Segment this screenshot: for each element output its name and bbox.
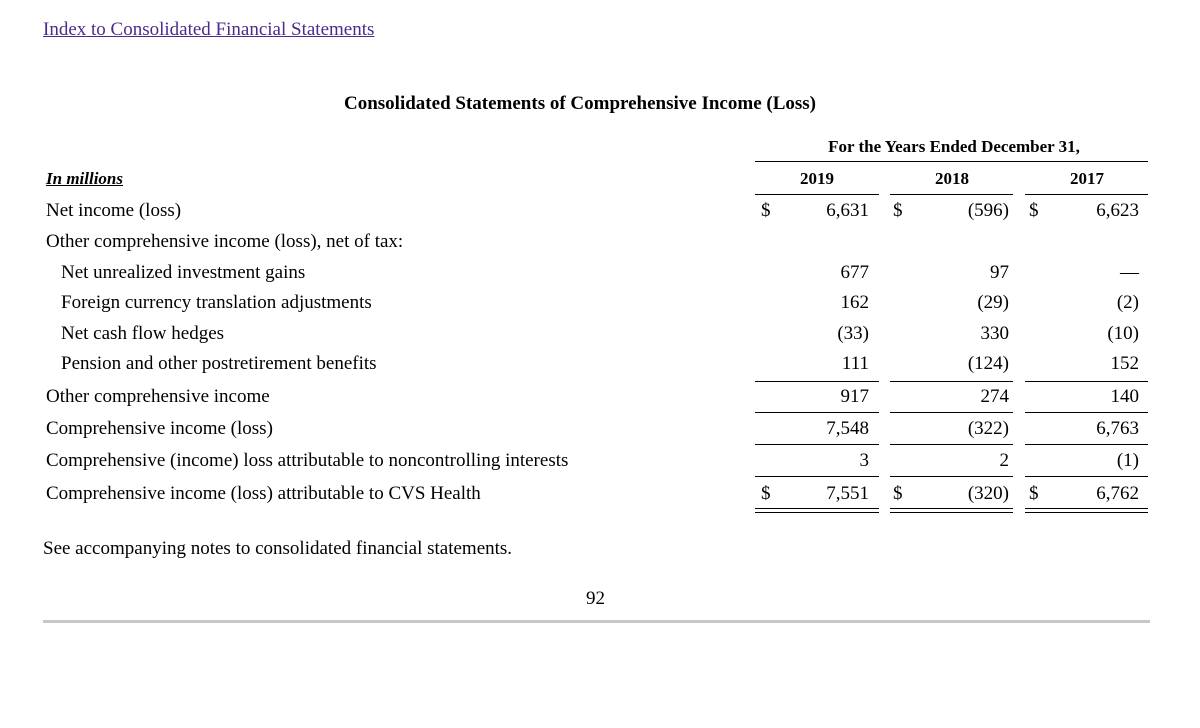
currency-symbol: $ (893, 483, 903, 504)
cell-value: 3 (859, 450, 869, 471)
table-row (0, 418, 1200, 444)
cell-value: 152 (1110, 353, 1139, 374)
column-header-2018: 2018 (935, 169, 969, 188)
row-label: Other comprehensive income (loss), net of tax: (46, 231, 404, 252)
units-label: In millions (46, 169, 124, 188)
cell-value: 6,623 (1096, 200, 1139, 221)
total-double-rule (1025, 508, 1148, 513)
currency-symbol: $ (1029, 200, 1039, 221)
table-row (0, 386, 1200, 412)
currency-symbol: $ (761, 483, 771, 504)
cell-value: (29) (977, 292, 1009, 313)
cell-value: — (1120, 262, 1139, 283)
subtotal-rule (1025, 476, 1148, 477)
page-title: Consolidated Statements of Comprehensive Income (Loss) (344, 93, 816, 114)
row-label: Pension and other postretirement benefits (61, 353, 377, 374)
subtotal-rule (755, 444, 879, 445)
row-label: Other comprehensive income (46, 386, 270, 407)
currency-symbol: $ (893, 200, 903, 221)
cell-value: 140 (1110, 386, 1139, 407)
cell-value: (322) (967, 418, 1009, 439)
table-row (0, 292, 1200, 318)
cell-value: 2 (999, 450, 1009, 471)
table-row (0, 262, 1200, 288)
column-header-2017: 2017 (1070, 169, 1104, 188)
cell-value: 274 (980, 386, 1009, 407)
cell-value: 917 (840, 386, 869, 407)
cell-value: (33) (837, 323, 869, 344)
table-row (0, 450, 1200, 476)
period-header-rule (755, 161, 1148, 162)
subtotal-rule (890, 444, 1013, 445)
cell-value: 330 (980, 323, 1009, 344)
cell-value: (1) (1116, 450, 1139, 471)
page-number: 92 (586, 588, 605, 609)
currency-symbol: $ (761, 200, 771, 221)
cell-value: 7,548 (826, 418, 869, 439)
footnote: See accompanying notes to consolidated financial statements. (43, 538, 513, 559)
cell-value: (596) (967, 200, 1009, 221)
subtotal-rule (755, 412, 879, 413)
column-header-rule (755, 194, 879, 195)
table-row (0, 323, 1200, 349)
subtotal-rule (890, 381, 1013, 382)
table-row (0, 231, 1200, 257)
cell-value: 6,631 (826, 200, 869, 221)
column-header-rule (1025, 194, 1148, 195)
row-label: Comprehensive (income) loss attributable to noncontrolling interests (46, 450, 569, 471)
page-divider (43, 620, 1150, 623)
cell-value: 97 (990, 262, 1009, 283)
subtotal-rule (1025, 412, 1148, 413)
total-double-rule (755, 508, 879, 513)
subtotal-rule (755, 476, 879, 477)
period-header: For the Years Ended December 31, (828, 137, 1080, 156)
row-label: Net unrealized investment gains (61, 262, 306, 283)
cell-value: 6,762 (1096, 483, 1139, 504)
subtotal-rule (755, 381, 879, 382)
total-double-rule (890, 508, 1013, 513)
subtotal-rule (1025, 444, 1148, 445)
row-label: Foreign currency translation adjustments (61, 292, 372, 313)
cell-value: (10) (1107, 323, 1139, 344)
row-label: Net income (loss) (46, 200, 182, 221)
column-header-rule (890, 194, 1013, 195)
table-row (0, 353, 1200, 379)
row-label: Net cash flow hedges (61, 323, 225, 344)
table-row (0, 483, 1200, 509)
row-label: Comprehensive income (loss) (46, 418, 273, 439)
column-header-2019: 2019 (800, 169, 834, 188)
index-to-financial-statements-link[interactable]: Index to Consolidated Financial Statements (43, 19, 375, 40)
cell-value: (124) (967, 353, 1009, 374)
subtotal-rule (1025, 381, 1148, 382)
cell-value: (2) (1116, 292, 1139, 313)
subtotal-rule (890, 412, 1013, 413)
cell-value: 111 (841, 353, 869, 374)
cell-value: (320) (967, 483, 1009, 504)
cell-value: 162 (840, 292, 869, 313)
cell-value: 7,551 (826, 483, 869, 504)
cell-value: 6,763 (1096, 418, 1139, 439)
table-row (0, 200, 1200, 226)
currency-symbol: $ (1029, 483, 1039, 504)
subtotal-rule (890, 476, 1013, 477)
cell-value: 677 (840, 262, 869, 283)
row-label: Comprehensive income (loss) attributable to CVS Health (46, 483, 481, 504)
